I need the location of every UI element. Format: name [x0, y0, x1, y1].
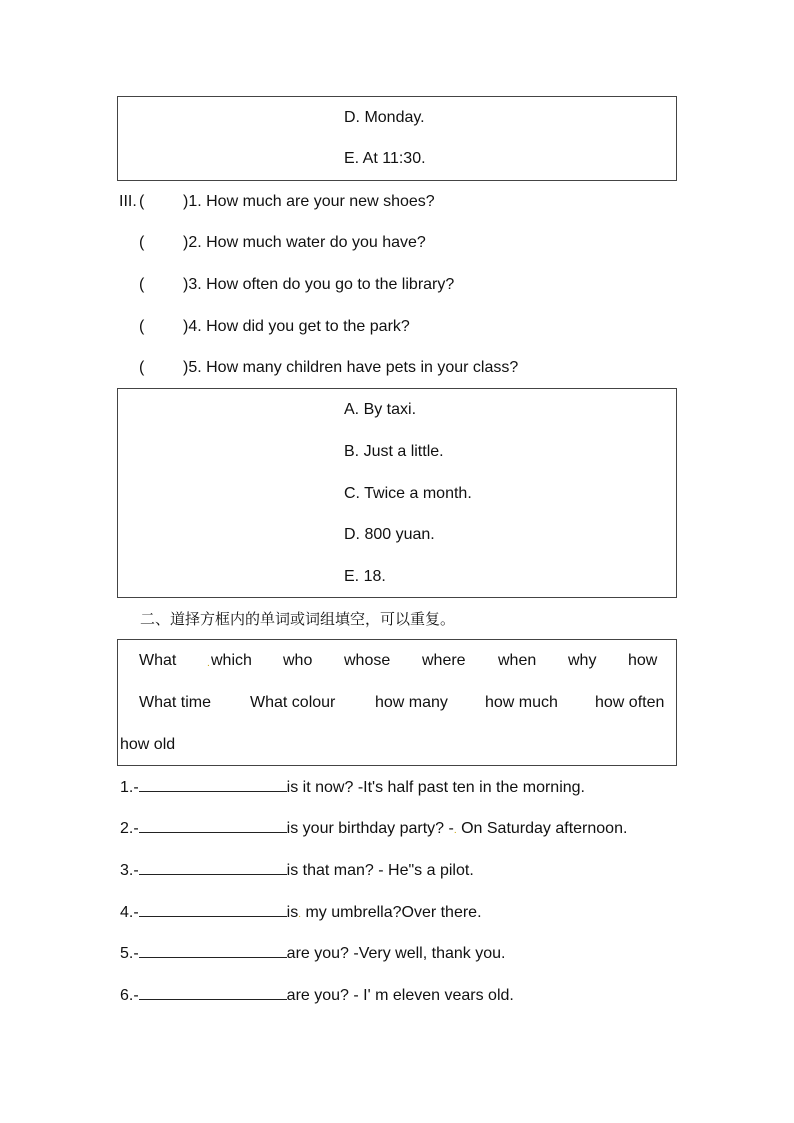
word-how-many: how many: [375, 694, 448, 711]
word-where: where: [422, 652, 466, 669]
stray-mark: .: [453, 825, 457, 836]
fill-line-1: [120, 777, 585, 798]
q5-paren: (: [139, 359, 145, 376]
section3-label: III.: [119, 193, 137, 210]
answer-blank[interactable]: [139, 818, 287, 833]
fill-line-5: [120, 943, 505, 964]
word-why: why: [568, 652, 597, 669]
answer-a: A. By taxi.: [344, 401, 417, 418]
q3-paren: (: [139, 276, 145, 293]
fill-text: are you? -Very well, thank you.: [286, 945, 506, 962]
word-whose: whose: [344, 652, 391, 669]
fill-text: are you? - I' m eleven vears old.: [286, 987, 514, 1004]
stray-mark: .: [207, 658, 210, 669]
fill-text-2: On Saturday afternoon.: [456, 820, 628, 837]
answer-blank[interactable]: [139, 777, 287, 792]
word-what: What: [139, 652, 177, 669]
fill-num: 3.-: [120, 862, 139, 879]
word-how-much: how much: [485, 694, 558, 711]
fill-line-4: [120, 902, 482, 925]
answer-c: C. Twice a month.: [344, 485, 472, 502]
answer-blank[interactable]: [139, 860, 287, 875]
q1-text: )1. How much are your new shoes?: [183, 193, 435, 210]
answer-blank[interactable]: [139, 943, 287, 958]
word-how-often: how often: [595, 694, 665, 711]
stray-mark: .: [298, 909, 302, 920]
fill-line-2: [120, 818, 627, 841]
answer-blank[interactable]: [139, 985, 287, 1000]
q5-text: )5. How many children have pets in your class?: [183, 359, 519, 376]
word-which: which: [211, 652, 252, 669]
answer-e: E. 18.: [344, 568, 386, 585]
answer-d: D. 800 yuan.: [344, 526, 435, 543]
section2-instruction: 二、道择方框内的单词或词组填空，可以重复。: [140, 610, 456, 628]
fill-line-3: [120, 860, 474, 881]
option-e-time: E. At 11:30.: [344, 150, 426, 167]
fill-text: is your birthday party? -: [286, 820, 454, 837]
fill-text: is: [286, 904, 299, 921]
fill-line-6: [120, 985, 514, 1006]
fill-text: is it now? -It's half past ten in the morning.: [286, 779, 585, 796]
word-when: when: [498, 652, 537, 669]
word-who: who: [283, 652, 313, 669]
q4-paren: (: [139, 318, 145, 335]
word-what-colour: What colour: [250, 694, 336, 711]
word-how-old: how old: [120, 736, 176, 753]
option-d-monday: D. Monday.: [344, 109, 425, 126]
fill-text: is that man? - He"s a pilot.: [286, 862, 474, 879]
answer-b: B. Just a little.: [344, 443, 444, 460]
fill-num: 1.-: [120, 779, 139, 796]
fill-text-2: my umbrella?Over there.: [301, 904, 482, 921]
q2-text: )2. How much water do you have?: [183, 234, 426, 251]
word-how: how: [628, 652, 658, 669]
q3-text: )3. How often do you go to the library?: [183, 276, 455, 293]
q4-text: )4. How did you get to the park?: [183, 318, 410, 335]
fill-num: 4.-: [120, 904, 139, 921]
word-what-time: What time: [139, 694, 212, 711]
q2-paren: (: [139, 234, 145, 251]
fill-num: 6.-: [120, 987, 139, 1004]
fill-num: 2.-: [120, 820, 139, 837]
q1-paren: (: [139, 193, 145, 210]
answer-blank[interactable]: [139, 902, 287, 917]
fill-num: 5.-: [120, 945, 139, 962]
